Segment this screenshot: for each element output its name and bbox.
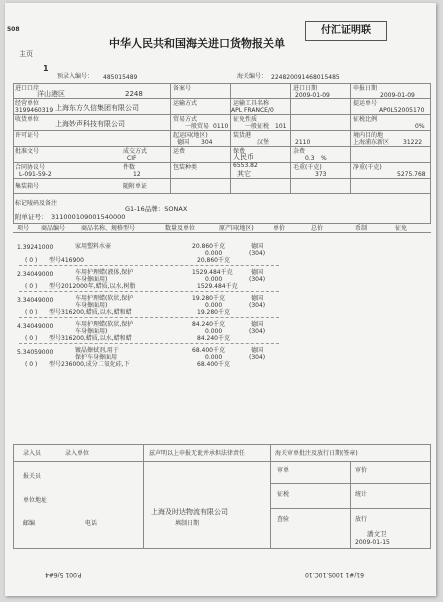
item-country-code: (304) bbox=[249, 328, 266, 335]
bottom-left-code: P.001 5/6#4 bbox=[45, 571, 82, 578]
rate-value: 0.3 bbox=[305, 155, 315, 162]
goods-header-bottom bbox=[13, 232, 431, 233]
origin-label: 起运国(地区) bbox=[173, 132, 208, 139]
cert-value: 311000109001540000 bbox=[51, 213, 126, 221]
goods-header-currency: 币制 bbox=[355, 225, 368, 232]
origin-code: 304 bbox=[201, 139, 213, 146]
item-name-second: 车身擦面用) bbox=[75, 328, 108, 335]
trade-code: 0110 bbox=[213, 123, 229, 130]
port-value: 洋山港区 bbox=[37, 90, 65, 98]
terms-value: CIF bbox=[127, 155, 137, 162]
port-code: 2248 bbox=[125, 90, 143, 98]
item-name: 车用护理蜡(软状,保护 bbox=[75, 321, 134, 328]
item-country: 德国 bbox=[251, 321, 264, 328]
item-name: 车用护理蜡(软状,保护 bbox=[75, 295, 134, 302]
transport-label: 运输方式 bbox=[173, 100, 198, 107]
footer-border-right bbox=[430, 444, 431, 548]
item-name-second: 车身擦面用) bbox=[75, 302, 108, 309]
import-date-value: 2009-01-09 bbox=[295, 92, 330, 99]
trade-value: 一般贸易 bbox=[185, 123, 210, 130]
via-code: 2110 bbox=[295, 139, 311, 146]
item-sub: ( 0 ) bbox=[25, 257, 38, 264]
item-qty-third: 68.400千克 bbox=[197, 361, 230, 368]
currency-value: 人民币 bbox=[233, 153, 254, 161]
customs-number-value: 224820091468015485 bbox=[271, 74, 340, 81]
item-qty: 1529.484千克 bbox=[192, 269, 233, 276]
marks-value: G1-16品牌：SONAX bbox=[125, 205, 188, 213]
terms-label: 成交方式 bbox=[123, 148, 148, 155]
import-date-label: 进口日期 bbox=[293, 85, 318, 92]
consignee-code: 3199460319 bbox=[15, 107, 54, 114]
table-border-top bbox=[13, 83, 431, 84]
consignee-label: 经营单位 bbox=[15, 100, 40, 107]
goods-header-qty: 数量及单位 bbox=[165, 225, 196, 232]
marks-label: 标记唛码及备注 bbox=[15, 200, 58, 207]
item-number: 1.39241000 bbox=[17, 244, 54, 251]
cert-label: 附单证号： bbox=[15, 213, 48, 221]
item-name: 车用护理蜡(液体,保护 bbox=[75, 269, 134, 276]
item-divider bbox=[19, 265, 279, 266]
settle-value: 0% bbox=[415, 123, 425, 130]
settle-label: 征税比例 bbox=[353, 116, 378, 123]
gross-label: 毛重(千克) bbox=[293, 164, 322, 171]
inspect-label: 查验 bbox=[277, 516, 290, 523]
stats-label: 统计 bbox=[355, 491, 368, 498]
goods-header-no: 项号 bbox=[17, 225, 30, 232]
item-sub: ( 0 ) bbox=[25, 309, 38, 316]
via-value: 汉堡 bbox=[257, 139, 270, 146]
tax-label: 征税 bbox=[277, 491, 290, 498]
item-country-code: (304) bbox=[249, 302, 266, 309]
signature: 潘文卫 bbox=[367, 530, 387, 538]
release-label: 放行 bbox=[355, 516, 368, 523]
item-divider bbox=[19, 343, 279, 344]
dest-code: 31222 bbox=[403, 139, 423, 146]
item-qty-third: 19.280千克 bbox=[197, 309, 230, 316]
misc-label: 杂费 bbox=[293, 148, 306, 155]
net-label: 净重(千克) bbox=[353, 164, 382, 171]
percent-value: % bbox=[321, 155, 327, 162]
item-country: 德国 bbox=[251, 269, 264, 276]
item-qty-third: 1529.484千克 bbox=[197, 283, 238, 290]
item-country: 德国 bbox=[251, 243, 264, 250]
postcode-label: 邮编 bbox=[23, 520, 36, 527]
broker-name: 上海及时达物流有限公司 bbox=[151, 508, 228, 516]
footer-line bbox=[13, 461, 431, 462]
footer-border-bottom bbox=[13, 548, 431, 549]
goods-header-top bbox=[13, 223, 431, 224]
approval-label: 批准文号 bbox=[15, 148, 40, 155]
item-sub: ( 0 ) bbox=[25, 361, 38, 368]
entry-unit-label: 录入单位 bbox=[65, 450, 90, 457]
item-extra: 型号2012000年,蜡质,以水,树脂 bbox=[49, 283, 136, 290]
receiver-label: 收货单位 bbox=[15, 116, 40, 123]
transport-tool-label: 运输工具名称 bbox=[233, 100, 270, 107]
item-number: 2.34049000 bbox=[17, 271, 54, 278]
dest-value: 上海浦东新区 bbox=[353, 139, 390, 146]
col-line bbox=[350, 83, 351, 193]
item-extra: 型号316200,蜡质,以水,蜡和蜡 bbox=[49, 309, 132, 316]
item-name-second: 保护车身擦面用 bbox=[75, 354, 118, 361]
gross-value: 373 bbox=[315, 171, 327, 178]
item-divider bbox=[19, 317, 279, 318]
row-line bbox=[13, 114, 431, 115]
goods-header-levy: 征免 bbox=[395, 225, 408, 232]
item-name: 镀晶擦拭剂,用于 bbox=[75, 347, 119, 354]
item-qty-second: 0.000 bbox=[205, 354, 223, 361]
license-label: 许可证号 bbox=[15, 132, 40, 139]
item-sub: ( 0 ) bbox=[25, 335, 38, 342]
col-line bbox=[230, 83, 231, 193]
item-country: 德国 bbox=[251, 295, 264, 302]
trade-label: 贸易方式 bbox=[173, 116, 198, 123]
unit-address-label: 单位地址 bbox=[23, 497, 48, 504]
prerecord-label: 预录入编号： bbox=[57, 73, 94, 80]
item-qty: 68.400千克 bbox=[192, 347, 225, 354]
item-qty-third: 20,860千克 bbox=[197, 257, 230, 264]
item-qty-second: 0.000 bbox=[205, 302, 223, 309]
table-border-right bbox=[430, 83, 431, 223]
item-extra: 型号416900 bbox=[49, 257, 84, 264]
receiver-name: 上海妙声科技有限公司 bbox=[55, 120, 125, 128]
declare-date-value: 2009-01-09 bbox=[380, 92, 415, 99]
item-country-code: (304) bbox=[249, 276, 266, 283]
document-title: 中华人民共和国海关进口货物报关单 bbox=[109, 37, 285, 50]
freight-label: 运费 bbox=[173, 148, 186, 155]
goods-header-unit-price: 单价 bbox=[273, 225, 286, 232]
item-extra: 型号316200,蜡质,以水,蜡和蜡 bbox=[49, 335, 132, 342]
customs-declaration-document bbox=[5, 3, 436, 596]
item-country: 德国 bbox=[251, 347, 264, 354]
item-country-code: (304) bbox=[249, 250, 266, 257]
row-line bbox=[13, 146, 431, 147]
contract-value: L-091-59-2 bbox=[19, 171, 52, 178]
consignee-name: 上海东方久信集团有限公司 bbox=[55, 104, 139, 112]
footer-border-top bbox=[13, 444, 431, 445]
row-line bbox=[13, 98, 431, 99]
dest-label: 境内目的地 bbox=[353, 132, 384, 139]
goods-header-country: 原产国(地区) bbox=[219, 225, 254, 232]
footer-border-left bbox=[13, 444, 14, 548]
port-label: 进口口岸 bbox=[15, 85, 40, 92]
item-country-code: (304) bbox=[249, 354, 266, 361]
transport-tool-value: APL FRANCE/0 bbox=[231, 107, 274, 114]
prerecord-value: 485015489 bbox=[103, 74, 138, 81]
row-line bbox=[13, 193, 431, 194]
pieces-value: 12 bbox=[133, 171, 141, 178]
col-line bbox=[290, 83, 291, 193]
container-label: 集装箱号 bbox=[15, 183, 40, 190]
declare-statement: 兹声明以上申报无讹并承担法律责任 bbox=[149, 450, 246, 457]
item-name-second: 车身擦面用) bbox=[75, 276, 108, 283]
item-qty-third: 84.240千克 bbox=[197, 335, 230, 342]
footer-col-line bbox=[350, 461, 351, 548]
origin-value: 德国 bbox=[177, 139, 190, 146]
item-number: 4.34049000 bbox=[17, 323, 54, 330]
fill-date-label: 填制日期 bbox=[175, 520, 200, 527]
item-qty: 19.280千克 bbox=[192, 295, 225, 302]
pack-value: 其它 bbox=[237, 170, 251, 178]
item-qty: 20.860千克 bbox=[192, 243, 225, 250]
item-sub: ( 0 ) bbox=[25, 283, 38, 290]
col-line bbox=[170, 83, 171, 193]
levy-code: 101 bbox=[275, 123, 287, 130]
item-qty-second: 0.000 bbox=[205, 250, 223, 257]
item-number: 3.34049000 bbox=[17, 297, 54, 304]
goods-header-name: 商品名称、规格型号 bbox=[81, 225, 136, 232]
declarant-label: 报关员 bbox=[23, 473, 42, 480]
docs-label: 随附单证 bbox=[123, 183, 148, 190]
levy-label: 征免性质 bbox=[233, 116, 258, 123]
declare-date-label: 申报日期 bbox=[353, 85, 378, 92]
pieces-label: 件数 bbox=[123, 164, 136, 171]
filing-label: 备案号 bbox=[173, 85, 192, 92]
contract-label: 合同协议号 bbox=[15, 164, 46, 171]
pack-label: 包装种类 bbox=[173, 164, 198, 171]
approve-label: 审价 bbox=[355, 467, 368, 474]
table-border-left bbox=[13, 83, 14, 223]
copy-number: 1 bbox=[43, 64, 49, 73]
item-divider bbox=[19, 291, 279, 292]
item-qty: 84.240千克 bbox=[192, 321, 225, 328]
entry-label: 录入员 bbox=[23, 450, 42, 457]
goods-header-code: 商品编号 bbox=[41, 225, 66, 232]
row-line bbox=[13, 178, 431, 179]
phone-label: 电话 bbox=[85, 520, 98, 527]
audit-label: 审单 bbox=[277, 467, 290, 474]
item-number: 5.34059000 bbox=[17, 349, 54, 356]
customs-number-label: 海关编号： bbox=[237, 73, 268, 80]
bottom-right-code: 61/#1 100S.10C.10 bbox=[305, 571, 364, 578]
via-label: 装货港 bbox=[233, 132, 252, 139]
footer-col-line bbox=[143, 444, 144, 548]
stamp-label: 付汇证明联 bbox=[305, 21, 387, 41]
item-qty-second: 0.000 bbox=[205, 328, 223, 335]
amount-value: 6553.82 bbox=[233, 162, 258, 169]
footer-col-line bbox=[270, 444, 271, 548]
row-line bbox=[13, 130, 431, 131]
goods-header-total: 总价 bbox=[311, 225, 324, 232]
insurance-label: 保费 bbox=[233, 148, 246, 155]
net-value: 5275.768 bbox=[397, 171, 426, 178]
signature-date: 2009-01-15 bbox=[355, 539, 390, 546]
bill-label: 提运单号 bbox=[353, 100, 378, 107]
row-line bbox=[13, 162, 431, 163]
item-qty-second: 0.000 bbox=[205, 276, 223, 283]
bill-value: AP0L52005170 bbox=[379, 107, 425, 114]
customs-review-label: 海关审单批注及放行日期(签章) bbox=[275, 450, 358, 457]
item-name: 家用塑料水壶 bbox=[75, 243, 112, 250]
item-extra: 型号236000,成分二氧化硅,下 bbox=[49, 361, 130, 368]
corner-code: 508 bbox=[7, 26, 20, 33]
levy-value: 一般征税 bbox=[245, 123, 270, 130]
copy-label: 主页 bbox=[19, 50, 33, 58]
